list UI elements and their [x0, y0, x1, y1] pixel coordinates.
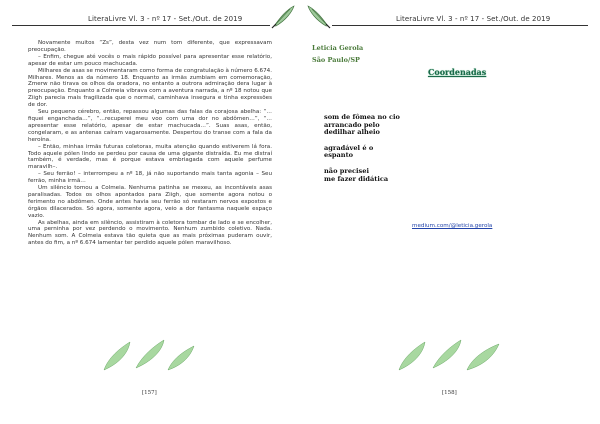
paragraph: Seu pequeno cérebro, então, repassou algumas das falas da corajosa abelha: “…fiquei enganchada…”, “…recuperei meu voo com uma dor no abdômen…”, “…apresentar esse relatório, apesar de estar machucada…”. Suas asas, então, congelaram, e as antenas caíram vagarosamente. Despertou do transe com a fala da heroína.	[28, 109, 272, 143]
page-header	[304, 4, 596, 32]
quill-pen-icon	[270, 4, 296, 30]
page-number: [158]	[442, 390, 457, 396]
header-title: LiteraLivre Vl. 3 - nº 17 - Set./Out. de 2019	[88, 15, 243, 23]
poem-line: som de fômea no cio	[324, 113, 400, 121]
header-rule	[332, 25, 588, 26]
right-page	[300, 0, 600, 424]
poem-line: me fazer didática	[324, 174, 389, 183]
stanza	[324, 145, 400, 160]
author-block	[312, 42, 363, 66]
paragraph: As abelhas, ainda em silêncio, assistiram à coletora tombar de lado e se encolher, uma perninha por vez perdendo o movimento. Nenhum zumbido coletivo. Nada. Nenhum som. A Colmeia estava tão quieta que as mais próximas puderam ouvir, antes do fim, a nº 6.674 lamentar ter perdido aquele pólen maravilhoso.	[28, 219, 272, 247]
page-header	[4, 4, 296, 32]
paragraph: – Enfim, chegue até vocês o mais rápido possível para apresentar esse relatório, apesar de estar um pouco machucada.	[28, 53, 272, 67]
paragraph: Novamente muitos “Zs”, desta vez num tom diferente, que expressavam preocupação.	[28, 40, 272, 53]
author-location: São Paulo/SP	[312, 56, 360, 64]
author-name: Leticia Gerola	[312, 44, 364, 52]
poem	[324, 114, 400, 191]
quill-pen-icon	[306, 4, 332, 30]
poem-line: agradável é o	[324, 143, 374, 152]
stanza	[324, 168, 400, 183]
paragraph: Milhares de asas se movimentaram como forma de congratulação à número 6.674. Milhares. Menos as da número 18. Enquanto as irmãs zumbiam em comemoração, Zmerw não tirava os olhos da oradora, no entanto a outrora admiração dera lugar à preocupação. Enquanto a Colmeia vibrava com a aventura narrada, a nº 18 notou que Ziigh parecia mais fragilizada que o normal, caminhava insegura e tinha expressões de dor.	[28, 67, 272, 109]
poem-line: espanto	[324, 151, 354, 160]
story-text	[28, 40, 272, 247]
poem-title: Coordenadas	[428, 67, 487, 77]
paragraph: – Então, minhas irmãs futuras coletoras, muita atenção quando estiverem lá fora. Todo aquele pólen lindo se perdeu por causa de uma gigante distraída. Eu me distraí também, é verdade, mas é porque estava embriagada com aquele perfume maravilh–.	[28, 143, 272, 171]
paragraph: Um silêncio tomou a Colmeia. Nenhuma patinha se mexeu, as incontáveis asas paralisadas. Todos os olhos apontados para Ziigh, que somente agora notou o ferimento no abdômen. Onde antes havia seu ferrão só restaram nervos expostos e órgãos dilacerados. Só agora, somente agora, veio a dor fantasma naquele espaço vazio.	[28, 185, 272, 219]
header-title: LiteraLivre Vl. 3 - nº 17 - Set./Out. de 2019	[396, 15, 551, 23]
stanza	[324, 114, 400, 137]
leaf-decoration	[395, 338, 505, 374]
header-rule	[12, 25, 270, 26]
paragraph: – Seu ferrão! – interrompeu a nº 18, já não suportando mais tanta agonia – Seu ferrão, minha irmã…	[28, 171, 272, 185]
poem-line: não precisei	[324, 166, 369, 175]
page-number: [157]	[142, 390, 157, 396]
poem-line: dedilhar alheio	[324, 128, 380, 137]
leaf-decoration	[100, 338, 200, 374]
author-link[interactable]: medium.com/@leticia.gerola	[412, 223, 493, 229]
poem-line: arrancado pelo	[324, 120, 380, 129]
